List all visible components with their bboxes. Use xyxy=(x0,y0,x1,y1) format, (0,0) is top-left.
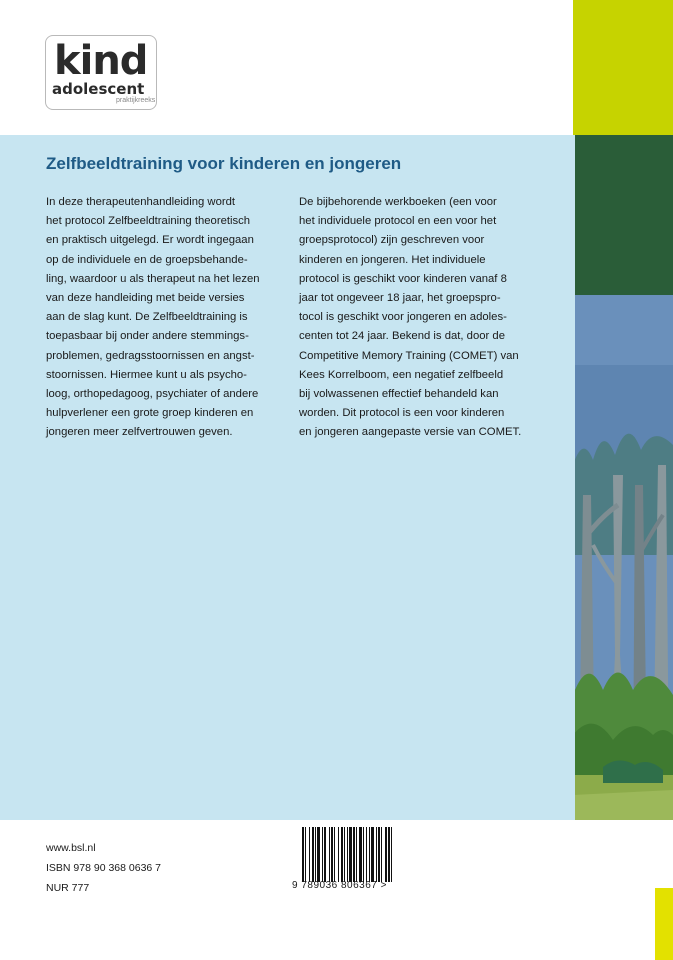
isbn-text: ISBN 978 90 368 0636 7 xyxy=(46,862,162,874)
text-line: jongeren meer zelfvertrouwen geven. xyxy=(46,426,233,439)
text-line: het protocol Zelfbeeldtraining theoretisch xyxy=(46,215,251,228)
logo-subtitle: adolescent xyxy=(52,80,145,98)
forest-illustration xyxy=(573,135,673,820)
text-line: groepsprotocol) zijn geschreven voor xyxy=(299,234,485,247)
text-line: protocol is geschikt voor kinderen vanaf 8 xyxy=(299,272,507,285)
logo-series: praktijkreeks xyxy=(116,97,156,104)
website-link[interactable]: www.bsl.nl xyxy=(46,842,96,854)
text-line: worden. Dit protocol is een voor kinderen xyxy=(299,407,505,420)
text-line: Competitive Memory Training (COMET) van xyxy=(299,349,519,362)
text-line: centen tot 24 jaar. Bekend is dat, door de xyxy=(299,330,505,343)
text-line: kinderen en jongeren. Het individuele xyxy=(299,253,486,266)
left-text-column xyxy=(46,193,291,443)
top-area xyxy=(0,0,573,135)
text-line: het individuele protocol en een voor het xyxy=(299,215,497,228)
yellow-corner-band xyxy=(655,888,673,960)
text-line: en praktisch uitgelegd. Er wordt ingegaan xyxy=(46,234,254,247)
text-line: problemen, gedragsstoornissen en angst- xyxy=(46,349,255,362)
text-line: De bijbehorende werkboeken (een voor xyxy=(299,196,497,208)
kind-adolescent-logo xyxy=(45,35,157,110)
text-line: Kees Korrelboom, een negatief zelfbeeld xyxy=(299,368,504,381)
text-line: jaar tot ongeveer 18 jaar, het groepspro- xyxy=(299,292,501,305)
right-text-column xyxy=(299,193,544,443)
text-line: loog, orthopedagoog, psychiater of andere xyxy=(46,388,259,401)
text-line: stoornissen. Hiermee kunt u als psycho- xyxy=(46,368,247,381)
text-line: en jongeren aangepaste versie van COMET. xyxy=(299,426,522,439)
text-line: toepasbaar bij onder andere stemmings- xyxy=(46,330,249,343)
text-line: aan de slag kunt. De Zelfbeeldtraining is xyxy=(46,311,248,324)
text-line: hulpverlener een grote groep kinderen en xyxy=(46,407,254,420)
text-line: op de individuele en de groepsbehande- xyxy=(46,253,248,266)
text-line: van deze handleiding met beide versies xyxy=(46,292,245,305)
text-line: In deze therapeutenhandleiding wordt xyxy=(46,196,236,208)
logo-wordmark: kind xyxy=(54,38,148,84)
nur-text: NUR 777 xyxy=(46,882,90,894)
text-line: tocol is geschikt voor jongeren en adoles- xyxy=(299,311,507,324)
book-title: Zelfbeeldtraining voor kinderen en jongeren xyxy=(46,154,402,173)
text-line: bij volwassenen effectief behandeld kan xyxy=(299,388,499,401)
publisher-info xyxy=(46,838,161,898)
lime-color-band xyxy=(573,0,673,135)
barcode-digits: 9 789036 806367 > xyxy=(292,880,387,891)
text-line: ling, waardoor u als therapeut na het lezen xyxy=(46,272,260,285)
